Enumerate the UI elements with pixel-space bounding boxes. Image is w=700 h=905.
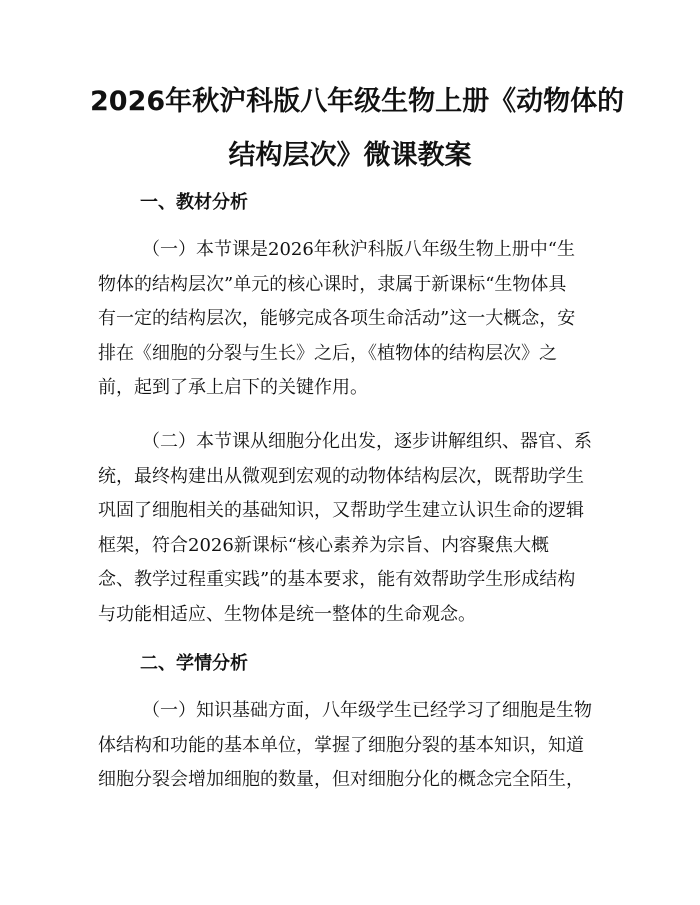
document-title-line-2: 结构层次》微课教案 xyxy=(228,140,472,171)
paragraph-line: 物体的结构层次”单元的核心课时，隶属于新课标“生物体具 xyxy=(98,273,567,295)
paragraph-line: 排在《细胞的分裂与生长》之后，《植物体的结构层次》之 xyxy=(98,342,557,364)
paragraph-textbook-1 xyxy=(98,233,608,406)
paragraph-line: 巩固了细胞相关的基础知识，又帮助学生建立认识生命的逻辑 xyxy=(98,500,584,522)
section-heading-student-analysis: 二、学情分析 xyxy=(140,653,248,674)
section-heading-textbook-analysis: 一、教材分析 xyxy=(140,192,248,213)
paragraph-line: 念、教学过程重实践”的基本要求，能有效帮助学生形成结构 xyxy=(98,569,576,591)
paragraph-line: 与功能相适应、生物体是统一整体的生命观念。 xyxy=(98,603,476,625)
paragraph-line: 框架，符合2026新课标“核心素养为宗旨、内容聚焦大概 xyxy=(98,534,550,556)
document-title-line-1: 2026年秋沪科版八年级生物上册《动物体的 xyxy=(90,86,625,117)
paragraph-line: （二）本节课从细胞分化出发，逐步讲解组织、器官、系 xyxy=(142,431,592,452)
paragraph-textbook-2 xyxy=(98,425,608,633)
paragraph-line: 前，起到了承上启下的关键作用。 xyxy=(98,377,368,399)
paragraph-line: （一）知识基础方面，八年级学生已经学习了细胞是生物 xyxy=(142,700,592,721)
paragraph-line: （一）本节课是2026年秋沪科版八年级生物上册中“生 xyxy=(142,239,576,260)
paragraph-line: 体结构和功能的基本单位，掌握了细胞分裂的基本知识，知道 xyxy=(98,734,584,756)
paragraph-line: 统，最终构建出从微观到宏观的动物体结构层次，既帮助学生 xyxy=(98,465,584,487)
paragraph-line: 细胞分裂会增加细胞的数量，但对细胞分化的概念完全陌生， xyxy=(98,769,584,791)
paragraph-student-1 xyxy=(98,694,608,798)
paragraph-line: 有一定的结构层次，能够完成各项生命活动”这一大概念，安 xyxy=(98,308,576,330)
